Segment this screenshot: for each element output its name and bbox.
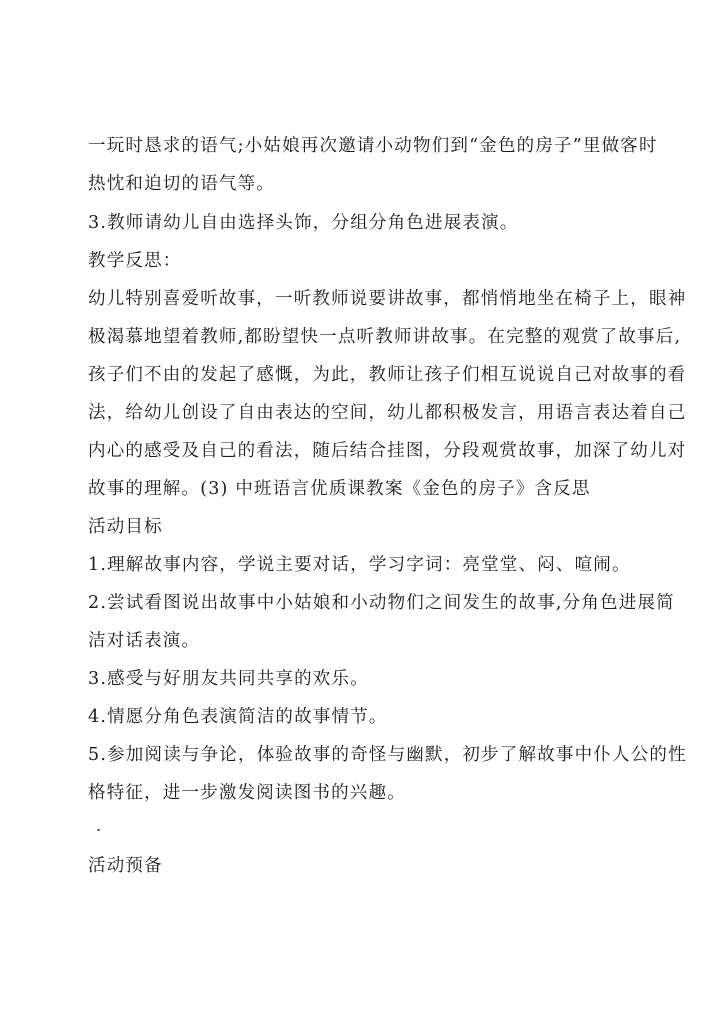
text-line: 热忱和迫切的语气等。 [88,174,275,194]
list-item: 1.理解故事内容，学说主要对话，学习字词：亮堂堂、闷、喧闹。 [88,555,631,575]
section-heading-preparation: 活动预备 [88,856,163,876]
text-line: 3.教师请幼儿自由选择头饰，分组分角色进展表演。 [88,213,519,233]
list-item: 3.感受与好朋友共同共享的欢乐。 [88,669,369,689]
text-line: 法，给幼儿创设了自由表达的空间，幼儿都积极发言，用语言表达着自己 [88,403,687,423]
list-item: 2.尝试看图说出故事中小姑娘和小动物们之间发生的故事,分角色进展简 [88,593,675,613]
text-line: 极渴慕地望着教师,都盼望快一点听教师讲故事。在完整的观赏了故事后, [88,327,682,347]
list-item-continuation: 洁对话表演。 [88,631,201,651]
text-line: 故事的理解。(3) 中班语言优质课教案《金色的房子》含反思 [88,479,591,499]
section-heading-reflection: 教学反思： [88,251,182,271]
section-heading-goals: 活动目标 [88,517,163,537]
text-line: 内心的感受及自己的看法，随后结合挂图，分段观赏故事，加深了幼儿对 [88,441,687,461]
text-line: 幼儿特别喜爱听故事，一听教师说要讲故事，都悄悄地坐在椅子上，眼神 [88,289,687,309]
text-line: 孩子们不由的发起了感慨，为此，教师让孩子们相互说说自己对故事的看 [88,365,687,385]
text-line: 一玩时恳求的语气;小姑娘再次邀请小动物们到“金色的房子”里做客时 [88,136,658,156]
list-item: 5.参加阅读与争论，体验故事的奇怪与幽默，初步了解故事中仆人公的性 [88,745,687,765]
list-item-continuation: 格特征，进一步激发阅读图书的兴趣。 [88,783,406,803]
stray-dot: . [96,816,102,835]
list-item: 4.情愿分角色表演简洁的故事情节。 [88,707,388,727]
